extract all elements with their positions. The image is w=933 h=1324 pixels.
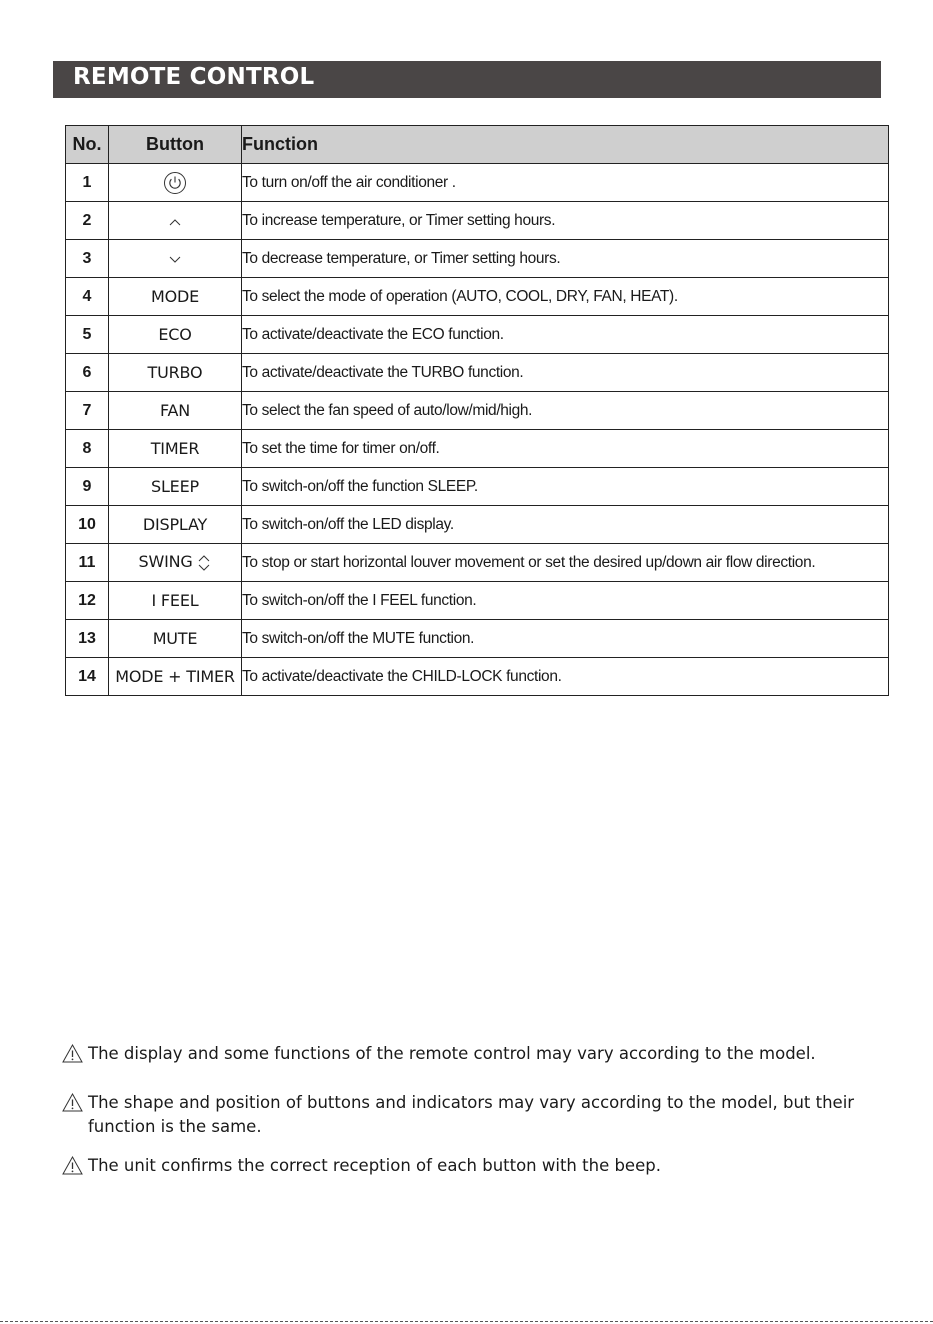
- row-number: 10: [66, 506, 109, 544]
- table-row: [66, 544, 889, 582]
- button-label: MODE: [109, 278, 242, 316]
- function-cell: To increase temperature, or Timer setting hours.: [242, 202, 889, 240]
- header-no: No.: [66, 126, 109, 164]
- function-cell: To switch-on/off the MUTE function.: [242, 620, 889, 658]
- warning-icon: [62, 1093, 83, 1112]
- table-row: [66, 658, 889, 696]
- button-label: SWING: [138, 552, 193, 572]
- row-number: 8: [66, 430, 109, 468]
- button-label: SLEEP: [109, 468, 242, 506]
- row-number: 11: [66, 544, 109, 582]
- function-cell: To set the time for timer on/off.: [242, 430, 889, 468]
- function-cell: To stop or start horizontal louver movement or set the desired up/down air flow direction.: [242, 544, 889, 582]
- header-button: Button: [109, 126, 242, 164]
- table-header-row: [66, 126, 889, 164]
- button-label: MUTE: [109, 620, 242, 658]
- button-cell: [109, 202, 242, 240]
- table-row: [66, 278, 889, 316]
- section-title-bar: [53, 61, 881, 98]
- row-number: 1: [66, 164, 109, 202]
- note-item: [62, 1042, 862, 1066]
- button-cell: [109, 240, 242, 278]
- chevron-down-icon: [168, 255, 182, 265]
- note-text: The display and some functions of the remote control may vary according to the model.: [88, 1044, 816, 1063]
- row-number: 14: [66, 658, 109, 696]
- button-label: I FEEL: [109, 582, 242, 620]
- row-number: 9: [66, 468, 109, 506]
- chevron-up-icon: [168, 217, 182, 227]
- warning-icon: [62, 1044, 83, 1063]
- row-number: 7: [66, 392, 109, 430]
- table-row: [66, 468, 889, 506]
- remote-function-table: [65, 125, 889, 696]
- power-icon: [163, 171, 187, 195]
- button-label: ECO: [109, 316, 242, 354]
- button-cell: [109, 164, 242, 202]
- function-cell: To select the fan speed of auto/low/mid/high.: [242, 392, 889, 430]
- button-label: TURBO: [109, 354, 242, 392]
- swing-updown-icon: [197, 553, 211, 573]
- table-row: [66, 316, 889, 354]
- table-row: [66, 240, 889, 278]
- table-row: [66, 202, 889, 240]
- note-item: [62, 1091, 862, 1139]
- table-row: [66, 392, 889, 430]
- table-row: [66, 506, 889, 544]
- table-row: [66, 164, 889, 202]
- table-row: [66, 582, 889, 620]
- row-number: 13: [66, 620, 109, 658]
- table-row: [66, 430, 889, 468]
- warning-icon: [62, 1156, 83, 1175]
- row-number: 3: [66, 240, 109, 278]
- function-cell: To switch-on/off the function SLEEP.: [242, 468, 889, 506]
- function-cell: To turn on/off the air conditioner .: [242, 164, 889, 202]
- function-cell: To switch-on/off the I FEEL function.: [242, 582, 889, 620]
- page-title: REMOTE CONTROL: [73, 64, 315, 90]
- row-number: 2: [66, 202, 109, 240]
- table-row: [66, 354, 889, 392]
- note-item: [62, 1154, 862, 1178]
- row-number: 12: [66, 582, 109, 620]
- button-label: TIMER: [109, 430, 242, 468]
- row-number: 4: [66, 278, 109, 316]
- function-cell: To decrease temperature, or Timer setting hours.: [242, 240, 889, 278]
- function-cell: To activate/deactivate the CHILD-LOCK function.: [242, 658, 889, 696]
- table-row: [66, 620, 889, 658]
- function-cell: To activate/deactivate the TURBO function.: [242, 354, 889, 392]
- page-bottom-divider: [0, 1321, 933, 1322]
- note-text: The shape and position of buttons and indicators may vary according to the model, but their function is the same.: [88, 1093, 855, 1136]
- button-cell: [109, 544, 242, 582]
- row-number: 6: [66, 354, 109, 392]
- function-cell: To activate/deactivate the ECO function.: [242, 316, 889, 354]
- function-cell: To switch-on/off the LED display.: [242, 506, 889, 544]
- header-function: Function: [242, 126, 889, 164]
- button-label: DISPLAY: [109, 506, 242, 544]
- function-cell: To select the mode of operation (AUTO, COOL, DRY, FAN, HEAT).: [242, 278, 889, 316]
- note-text: The unit confirms the correct reception of each button with the beep.: [88, 1156, 661, 1175]
- button-label: MODE + TIMER: [109, 658, 242, 696]
- notes-section: [62, 1042, 862, 1178]
- button-label: FAN: [109, 392, 242, 430]
- row-number: 5: [66, 316, 109, 354]
